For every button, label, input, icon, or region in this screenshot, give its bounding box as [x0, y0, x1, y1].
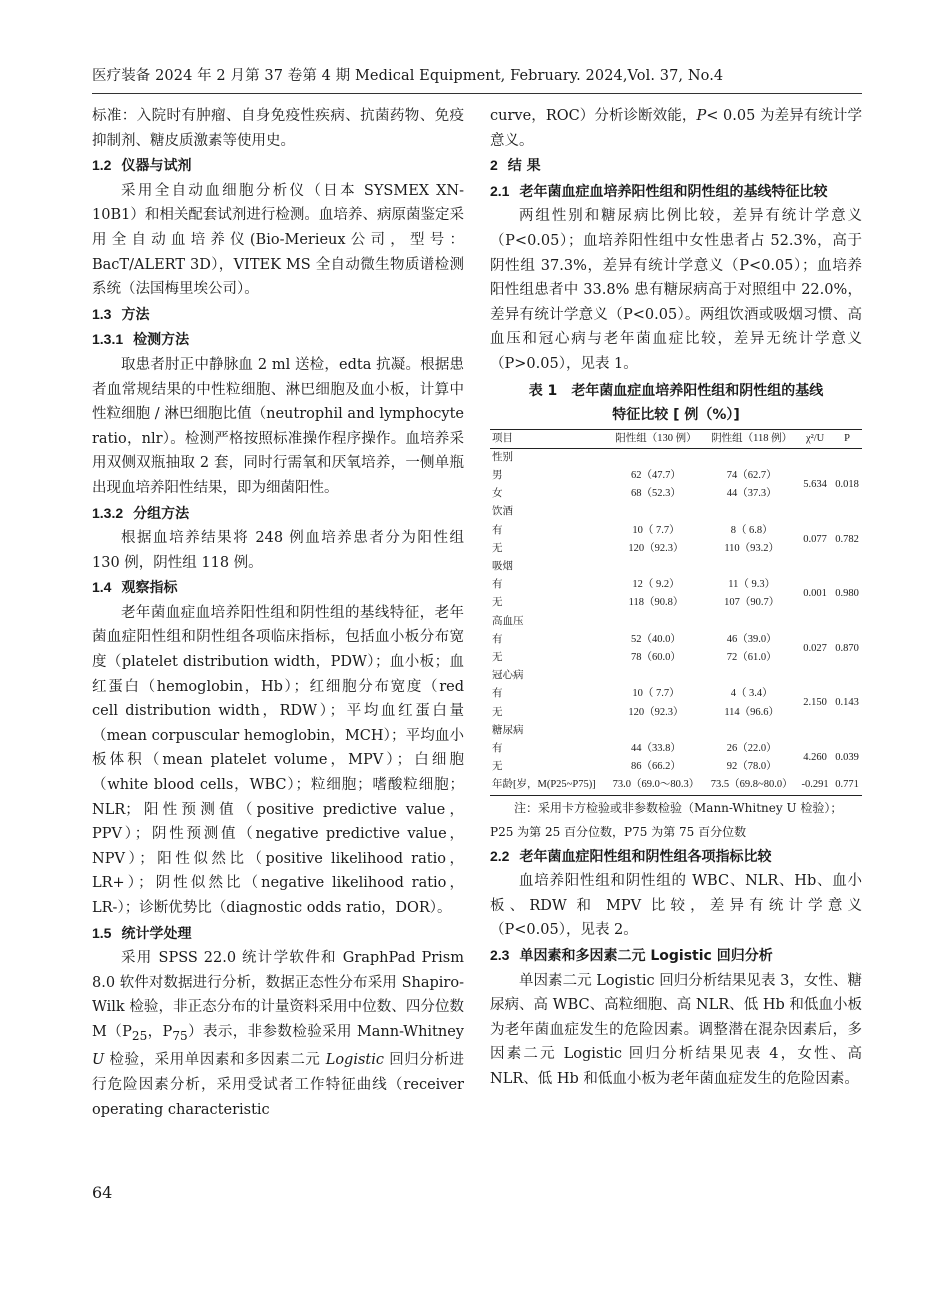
text-run: 回归分析进行危险因素分析，采用受试者工作特征曲线（receiver operating characteristic [92, 1052, 465, 1118]
caption-line-1 [490, 379, 862, 403]
caption-line-2: 特征比较 [ 例（%）] [612, 406, 740, 423]
positive-group-value: 44（33.8） [631, 742, 681, 754]
p-value: 0.870 [835, 642, 859, 654]
section-number: 2 [490, 157, 498, 174]
table-header-row [490, 429, 862, 448]
statistic-value: 5.634 [803, 479, 827, 491]
section-title: 检测方法 [133, 332, 190, 349]
section-number: 1.3 [92, 305, 112, 322]
table-row [490, 685, 862, 703]
paragraph-grouping: 根据血培养结果将 248 例血培养患者分为阳性组 130 例，阴性组 118 例。 [92, 530, 464, 571]
section-number: 1.3.1 [92, 331, 124, 348]
section-2-1-heading [490, 179, 862, 205]
paragraph-roc-continued [490, 104, 862, 153]
positive-group-value: 12（ 9.2） [632, 579, 680, 591]
table-row [490, 576, 862, 594]
table-group-row [490, 503, 862, 521]
statistic-value: 2.150 [803, 697, 827, 709]
p-value: 0.039 [835, 752, 859, 764]
row-item: 有 [492, 579, 503, 591]
paragraph-exclusion-criteria: 标准：入院时有肿瘤、自身免疫性疾病、抗菌药物、免疫抑制剂、糖皮质激素等使用史。 [92, 108, 464, 149]
statistic-value: -0.291 [801, 779, 829, 791]
column-header: 阴性组（118 例） [705, 429, 798, 448]
negative-group-value: 72（61.0） [726, 651, 777, 663]
negative-group-value: 73.5（69.8~80.0） [710, 779, 793, 791]
row-item: 年龄[岁，M(P25~P75)] [492, 779, 596, 791]
negative-group-value: 4（ 3.4） [730, 688, 773, 700]
left-column [92, 104, 464, 1122]
paragraph-statistics [92, 946, 464, 1122]
negative-group-value: 11（ 9.3） [728, 579, 776, 591]
section-number: 1.3.2 [92, 504, 124, 521]
section-1-3-heading [92, 302, 464, 328]
table-group-row [490, 722, 862, 740]
section-1-4-heading [92, 575, 464, 601]
section-number: 1.2 [92, 157, 112, 174]
paragraph-observation-indexes: 老年菌血症血培养阳性组和阴性组的基线特征，老年菌血症阳性组和阴性组各项临床指标，包括血小板分布宽度（platelet distribution width，PDW）；血小板；血红蛋白（hemoglobin，Hb）；红细胞分布宽度（red cell distribution width，RDW）；平均血红蛋白量（mean corpuscular hemoglobin，MCH）；平均血小板体积（mean platelet volume，MPV）；白细胞（white blood cells，WBC）；粒细胞；嗜酸粒细胞；NLR；阳性预测值（positive predictive value，PPV）；阴性预测值（negative predictive value，NPV）；阳性似然比（positive likelihood ratio，LR+）；阴性似然比（negative likelihood ratio，LR-）；诊断优势比（diagnostic odds ratio，DOR）。 [92, 604, 464, 916]
positive-group-value: 62（47.7） [631, 469, 681, 481]
table-group-row [490, 558, 862, 576]
row-item: 有 [492, 633, 503, 645]
negative-group-value: 26（22.0） [726, 742, 777, 754]
table-number: 表 1 [528, 382, 558, 399]
negative-group-value: 8（ 6.8） [730, 524, 773, 536]
negative-group-value: 114（96.6） [724, 706, 780, 718]
group-label: 糖尿病 [492, 724, 524, 736]
right-column [490, 104, 862, 1092]
text-run: 检验，采用单因素和多因素二元 [104, 1052, 326, 1069]
row-item: 无 [492, 651, 503, 663]
section-number: 1.4 [92, 579, 112, 596]
table-1-caption [490, 379, 862, 427]
positive-group-value: 10（ 7.7） [632, 524, 680, 536]
p-value: 0.771 [835, 779, 859, 791]
table-note-1: 注：采用卡方检验或非参数检验（Mann-Whitney U 检验）； [514, 800, 843, 815]
column-header: 阳性组（130 例） [607, 429, 705, 448]
row-item: 女 [492, 488, 503, 500]
page-number: 64 [92, 1183, 113, 1202]
italic-term: U [92, 1052, 105, 1069]
positive-group-value: 78（60.0） [631, 651, 681, 663]
paragraph-instruments: 采用全自动血细胞分析仪（日本 SYSMEX XN-10B1）和相关配套试剂进行检测。血培养、病原菌鉴定采用全自动血培养仪(Bio-Merieux公司，型号：BacT/ALERT 3D），VITEK MS 全自动微生物质谱检测系统（法国梅里埃公司）。 [92, 182, 464, 298]
table-row [490, 467, 862, 485]
paragraph-detection-method: 取患者肘正中静脉血 2 ml 送检，edta 抗凝。根据患者血常规结果的中性粒细胞、淋巴细胞及血小板，计算中性粒细胞 / 淋巴细胞比值（neutrophil and lymphocyte ratio，nlr）。检测严格按照标准操作程序操作。血培养采用双侧双瓶抽取 2 套，同时行需氧和厌氧培养，一侧单瓶出现血培养阳性结果，即为细菌阳性。 [92, 356, 464, 496]
section-title: 观察指标 [121, 580, 178, 597]
text-run: ，P [147, 1023, 173, 1040]
negative-group-value: 92（78.0） [726, 761, 777, 773]
section-2-3-heading [490, 943, 862, 969]
positive-group-value: 73.0（69.0～80.3） [612, 779, 700, 791]
table-group-row [490, 613, 862, 631]
section-title: 老年菌血症阳性组和阴性组各项指标比较 [519, 848, 772, 865]
positive-group-value: 118（90.8） [628, 597, 684, 609]
p-value: 0.782 [835, 533, 859, 545]
text-run: < 0.05 为差异有统计学意义。 [490, 108, 863, 149]
positive-group-value: 86（66.2） [631, 761, 681, 773]
text-run: ）表示，非参数检验采用 Mann-Whitney [187, 1023, 464, 1040]
row-item: 有 [492, 742, 503, 754]
statistic-value: 4.260 [803, 752, 827, 764]
section-title: 老年菌血症血培养阳性组和阴性组的基线特征比较 [519, 183, 828, 200]
positive-group-value: 68（52.3） [631, 488, 681, 500]
header-rule [92, 93, 862, 94]
negative-group-value: 44（37.3） [726, 488, 777, 500]
table-1 [490, 429, 862, 796]
group-label: 高血压 [492, 615, 524, 627]
section-number: 2.2 [490, 847, 510, 864]
negative-group-value: 46（39.0） [726, 633, 777, 645]
row-item: 无 [492, 706, 503, 718]
table-note-2: P25 为第 25 百分位数，P75 为第 75 百分位数 [490, 824, 747, 839]
section-number: 2.3 [490, 946, 510, 963]
column-header: P [832, 429, 862, 448]
column-header: χ²/U [798, 429, 832, 448]
table-body [490, 448, 862, 795]
table-row [490, 740, 862, 758]
text-run: curve，ROC）分析诊断效能， [490, 108, 697, 124]
table-row [490, 522, 862, 540]
group-label: 吸烟 [492, 560, 513, 572]
positive-group-value: 10（ 7.7） [632, 688, 680, 700]
column-header: 项目 [490, 429, 607, 448]
section-2-2-heading [490, 844, 862, 870]
p-value: 0.143 [835, 697, 859, 709]
section-title: 单因素和多因素二元 Logistic 回归分析 [519, 947, 773, 964]
group-label: 性别 [492, 451, 513, 463]
paragraph-logistic-regression: 单因素二元 Logistic 回归分析结果见表 3，女性、糖尿病、高 WBC、高粒细胞、高 NLR、低 Hb 和低血小板为老年菌血症发生的危险因素。调整潜在混杂因素后，多因素二元 Logistic 回归分析结果见表 4，女性、高 NLR、低 Hb 和低血小板为老年菌血症发生的危险因素。 [490, 972, 862, 1087]
table-title: 老年菌血症血培养阳性组和阴性组的基线 [571, 382, 824, 399]
paragraph-indicator-comparison: 血培养阳性组和阴性组的 WBC、NLR、Hb、血小板、RDW 和 MPV 比较，差异有统计学意义（P<0.05），见表 2。 [490, 873, 862, 939]
table-group-row [490, 448, 862, 467]
table-row-age [490, 776, 862, 795]
table-group-row [490, 667, 862, 685]
section-1-5-heading [92, 921, 464, 947]
negative-group-value: 74（62.7） [726, 469, 777, 481]
p-value: 0.018 [835, 479, 859, 491]
section-title: 统计学处理 [121, 925, 192, 942]
section-1-2-heading [92, 153, 464, 179]
row-item: 无 [492, 597, 503, 609]
positive-group-value: 120（92.3） [628, 542, 684, 554]
row-item: 无 [492, 761, 503, 773]
section-number: 1.5 [92, 924, 112, 941]
running-header: 医疗装备 2024 年 2 月第 37 卷第 4 期 Medical Equipment, February. 2024,Vol. 37, No.4 [92, 68, 724, 84]
section-1-3-1-heading [92, 327, 464, 353]
positive-group-value: 52（40.0） [631, 633, 681, 645]
group-label: 冠心病 [492, 670, 524, 682]
section-1-3-2-heading [92, 501, 464, 527]
subscript: 75 [172, 1028, 188, 1043]
subscript: 25 [131, 1028, 148, 1043]
row-item: 无 [492, 542, 503, 554]
row-item: 有 [492, 688, 503, 700]
row-item: 有 [492, 524, 503, 536]
text-run: 采用 SPSS 22.0 统计学软件和 GraphPad Prism 8.0 软件对数据进行分析，数据正态性分布采用 Shapiro-Wilk 检验，非正态分布的计量资料采用中位数、四分位数 M（P [92, 950, 464, 1040]
row-item: 男 [492, 469, 503, 481]
italic-term: Logistic [325, 1052, 385, 1069]
p-value: 0.980 [835, 588, 859, 600]
paragraph-baseline: 两组性别和糖尿病比例比较，差异有统计学意义（P<0.05）；血培养阳性组中女性患者占 52.3%，高于阴性组 37.3%，差异有统计学意义（P<0.05）；血培养阳性组患者中 33.8% 患有糖尿病高于对照组中 22.0%，差异有统计学意义（P<0.05）。两组饮酒或吸烟习惯、高血压和冠心病与老年菌血症比较，差异无统计学意义（P>0.05），见表 1。 [490, 208, 862, 372]
section-number: 2.1 [490, 182, 510, 199]
section-title: 方法 [121, 306, 150, 323]
section-title: 分组方法 [133, 505, 190, 522]
italic-term: P [696, 108, 707, 124]
section-title: 仪器与试剂 [121, 158, 192, 175]
positive-group-value: 120（92.3） [628, 706, 684, 718]
negative-group-value: 107（90.7） [724, 597, 780, 609]
section-title: 结 果 [507, 158, 541, 175]
group-label: 饮酒 [492, 506, 513, 518]
section-2-heading [490, 153, 862, 179]
table-row [490, 631, 862, 649]
statistic-value: 0.077 [803, 533, 827, 545]
negative-group-value: 110（93.2） [724, 542, 780, 554]
statistic-value: 0.001 [803, 588, 827, 600]
statistic-value: 0.027 [803, 642, 827, 654]
